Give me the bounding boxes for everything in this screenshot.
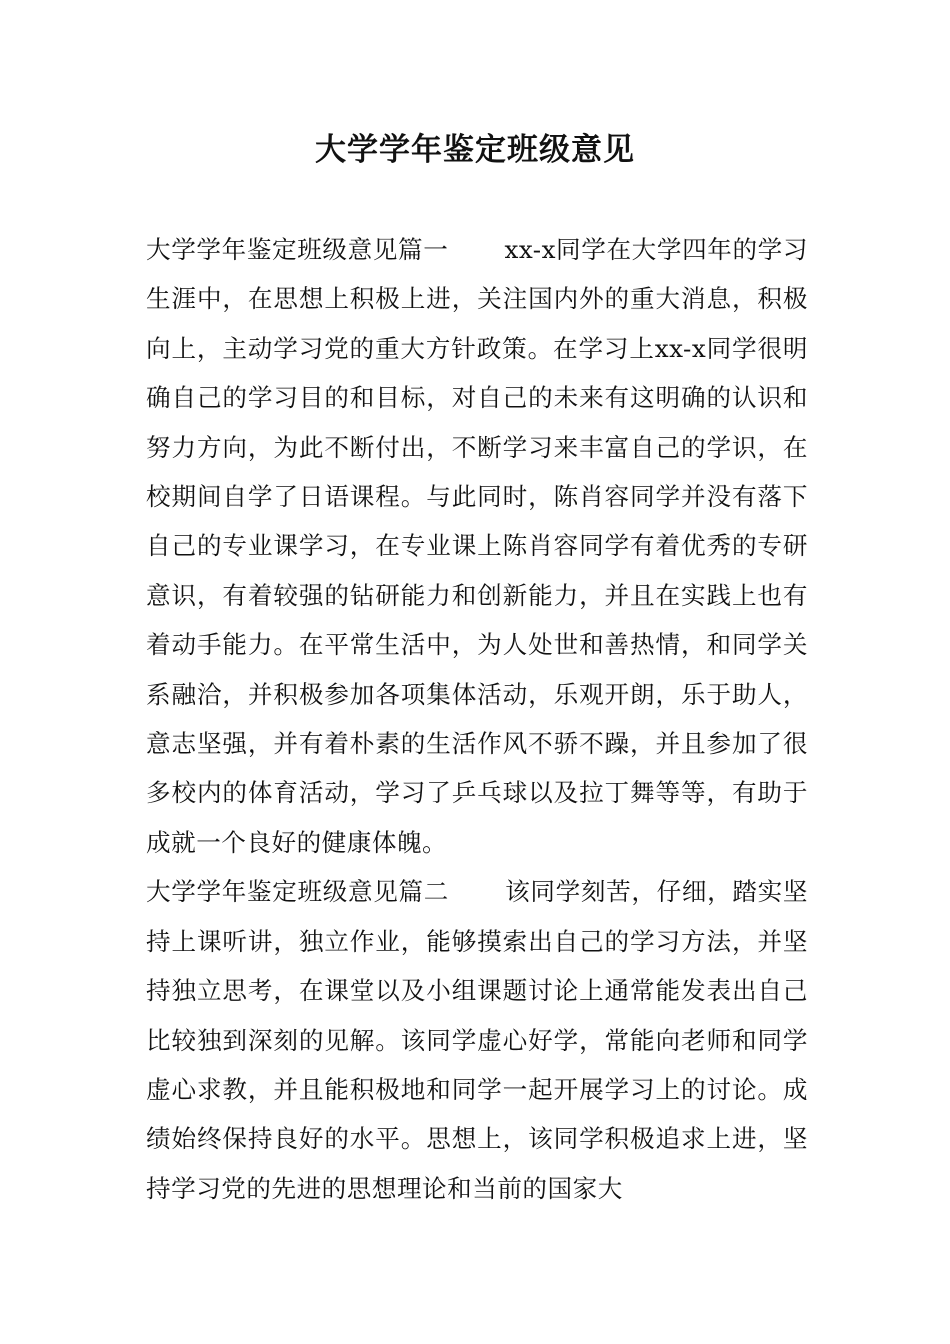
section-2-paragraph	[146, 867, 808, 1213]
section-1-paragraph	[146, 225, 808, 867]
section-1-text: xx-x同学在大学四年的学习生涯中，在思想上积极上进，关注国内外的重大消息，积极向上，主动学习党的重大方针政策。在学习上xx-x同学很明确自己的学习目的和目标，对自己的未来有这明确的认识和努力方向，为此不断付出，不断学习来丰富自己的学识，在校期间自学了日语课程。与此同时，陈肖容同学并没有落下自己的专业课学习，在专业课上陈肖容同学有着优秀的专研意识，有着较强的钻研能力和创新能力，并且在实践上也有着动手能力。在平常生活中，为人处世和善热情，和同学关系融洽，并积极参加各项集体活动，乐观开朗，乐于助人，意志坚强，并有着朴素的生活作风不骄不躁，并且参加了很多校内的体育活动，学习了乒乓球以及拉丁舞等等，有助于成就一个良好的健康体魄。	[146, 235, 808, 857]
section-2-text: 该同学刻苦，仔细，踏实坚持上课听讲，独立作业，能够摸索出自己的学习方法，并坚持独立思考，在课堂以及小组课题讨论上通常能发表出自己比较独到深刻的见解。该同学虚心好学，常能向老师和同学虚心求教，并且能积极地和同学一起开展学习上的讨论。成绩始终保持良好的水平。思想上，该同学积极追求上进，坚持学习党的先进的思想理论和当前的国家大	[146, 877, 808, 1203]
document-title: 大学学年鉴定班级意见	[315, 132, 635, 168]
section-1-label: 大学学年鉴定班级意见篇一	[146, 235, 449, 264]
section-2-label: 大学学年鉴定班级意见篇二	[146, 877, 449, 907]
document-body	[146, 225, 808, 1213]
